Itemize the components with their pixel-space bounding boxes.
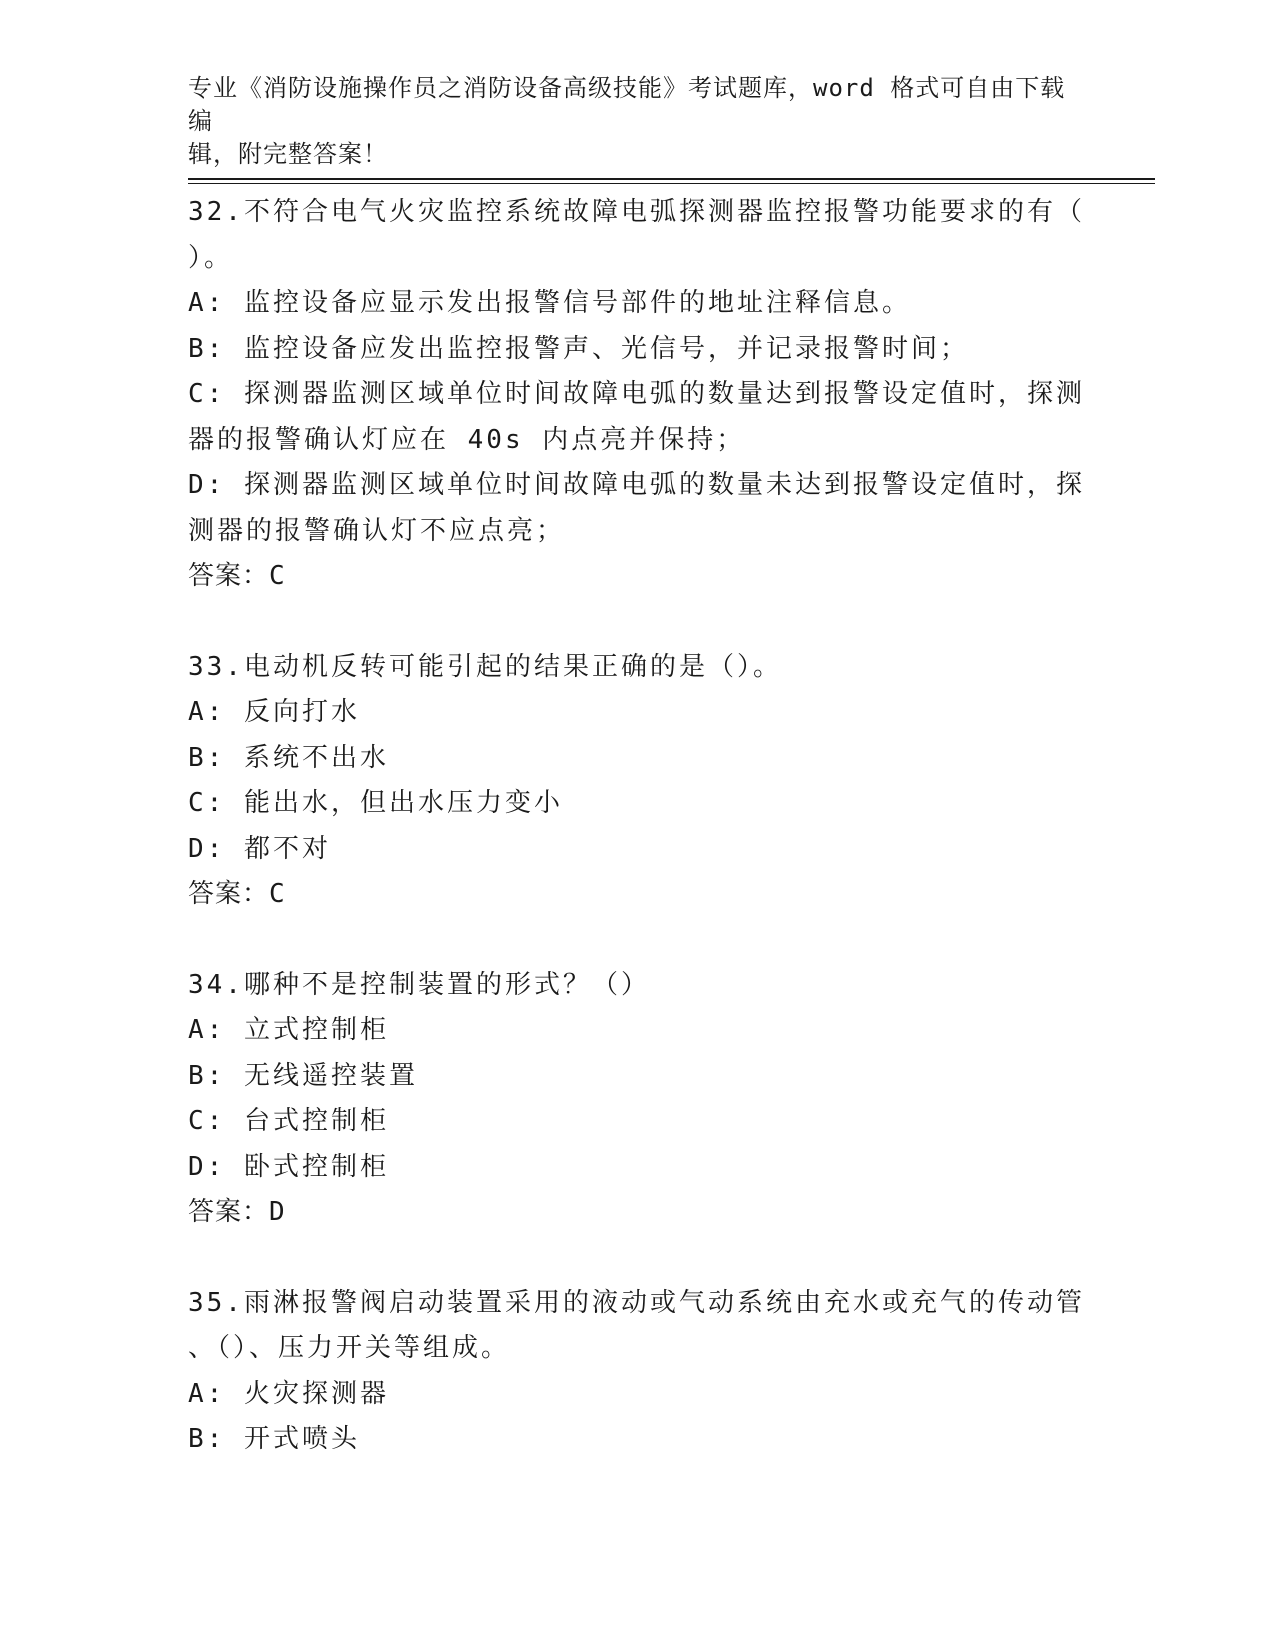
option-d: D: 探测器监测区域单位时间故障电弧的数量未达到报警设定值时，探 xyxy=(188,470,1085,500)
document-header xyxy=(188,72,1068,171)
answer: 答案：D xyxy=(188,1197,286,1227)
option-d: D: 卧式控制柜 xyxy=(188,1151,389,1182)
answer: 答案：C xyxy=(188,561,286,591)
question-34 xyxy=(188,963,1088,1236)
option-c: C: 探测器监测区域单位时间故障电弧的数量达到报警设定值时，探测 xyxy=(188,379,1085,409)
header-line-1: 专业《消防设施操作员之消防设备高级技能》考试题库，word 格式可自由下载编 xyxy=(188,74,1066,135)
question-stem: 34.哪种不是控制装置的形式？（） xyxy=(188,969,650,1000)
question-33 xyxy=(188,645,1088,918)
question-35 xyxy=(188,1281,1088,1463)
option-c: C: 能出水，但出水压力变小 xyxy=(188,788,563,818)
option-b: B: 无线遥控装置 xyxy=(188,1060,418,1091)
option-d: D: 都不对 xyxy=(188,833,331,864)
option-b: B: 系统不出水 xyxy=(188,742,389,773)
question-stem: 32.不符合电气火灾监控系统故障电弧探测器监控报警功能要求的有（ xyxy=(188,197,1085,227)
question-stem: ）。 xyxy=(188,242,234,273)
option-a: A: 监控设备应显示发出报警信号部件的地址注释信息。 xyxy=(188,288,911,318)
option-b: B: 开式喷头 xyxy=(188,1424,360,1454)
option-a: A: 火灾探测器 xyxy=(188,1378,389,1409)
option-c: C: 台式控制柜 xyxy=(188,1106,389,1136)
option-c: 器的报警确认灯应在 40s 内点亮并保持； xyxy=(188,424,746,455)
question-list xyxy=(188,190,1088,1463)
question-32 xyxy=(188,190,1088,600)
option-b: B: 监控设备应发出监控报警声、光信号，并记录报警时间； xyxy=(188,333,969,364)
option-a: A: 立式控制柜 xyxy=(188,1015,389,1045)
question-stem: 、（）、压力开关等组成。 xyxy=(188,1333,511,1363)
answer: 答案：C xyxy=(188,879,286,909)
option-a: A: 反向打水 xyxy=(188,697,360,727)
question-stem: 33.电动机反转可能引起的结果正确的是（）。 xyxy=(188,651,782,682)
header-divider-thick xyxy=(188,178,1155,180)
header-divider-thin xyxy=(188,183,1155,184)
question-stem: 35.雨淋报警阀启动装置采用的液动或气动系统由充水或充气的传动管 xyxy=(188,1287,1085,1318)
header-line-2: 辑，附完整答案！ xyxy=(188,140,388,168)
option-d: 测器的报警确认灯不应点亮； xyxy=(188,515,566,546)
